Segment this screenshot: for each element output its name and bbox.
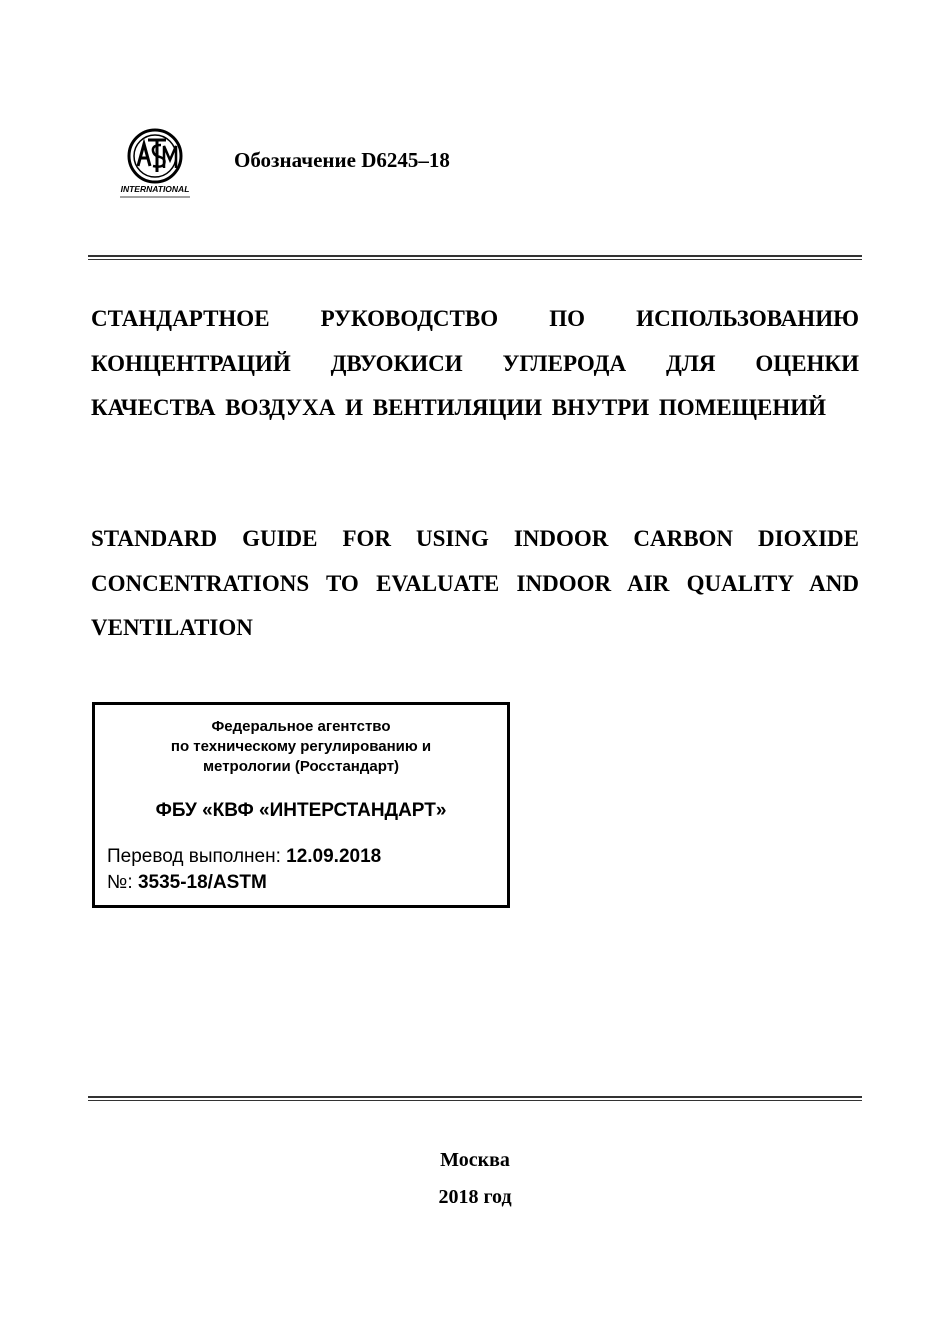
translation-number-row [107,872,267,894]
agency-line: Федеральное агентство [211,718,391,735]
svg-text:INTERNATIONAL: INTERNATIONAL [120,184,190,194]
astm-logo-icon [112,128,198,200]
top-divider [88,255,862,260]
bottom-divider [88,1096,862,1101]
translation-date-value: 12.09.2018 [286,846,382,867]
astm-logo [112,128,198,200]
publication-year: 2018 год [438,1186,512,1208]
title-russian: СТАНДАРТНОЕ РУКОВОДСТВО ПО ИСПОЛЬЗОВАНИЮ КОНЦЕНТРАЦИЙ ДВУОКИСИ УГЛЕРОДА ДЛЯ ОЦЕНКИ КАЧЕСТВА ВОЗДУХА И ВЕНТИЛЯЦИИ ВНУТРИ ПОМЕЩЕНИЙ [91,306,859,420]
publication-city: Москва [440,1149,510,1171]
organization-name: ФБУ «КВФ «ИНТЕРСТАНДАРТ» [155,800,447,821]
agency-line: по техническому регулированию и [170,738,432,755]
agency-line: метрологии (Росстандарт) [202,758,400,775]
translation-date-label: Перевод выполнен: [107,846,281,867]
translation-number-label: №: [107,872,133,893]
translation-date-row [107,846,381,868]
title-english: STANDARD GUIDE FOR USING INDOOR CARBON DIOXIDE CONCENTRATIONS TO EVALUATE INDOOR AIR QUALITY AND VENTILATION [91,526,859,640]
agency-name [95,717,507,777]
designation: Обозначение D6245–18 [234,148,450,172]
translation-number-value: 3535-18/ASTM [137,872,267,893]
translation-stamp [92,702,510,908]
